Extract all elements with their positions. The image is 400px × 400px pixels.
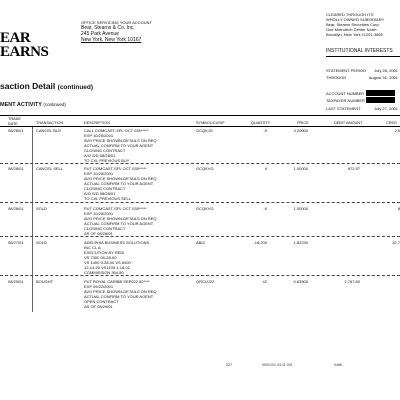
- trade-date: 08/28/01: [8, 166, 24, 171]
- table-row: [0, 237, 400, 275]
- table-row: [0, 164, 400, 202]
- trade-date: 08/28/01: [8, 206, 24, 211]
- col-symbol: SYMBOL/CUSIP: [196, 121, 225, 125]
- price: 1.00000: [293, 206, 308, 211]
- price: 3.20000: [293, 128, 308, 133]
- symbol-cusip: GCQKJG: [196, 128, 213, 133]
- security-description: PUT ROYAL CARIBB SEP022.50**** EXP 09/22/2001 AVG PRICE SHOWN-DETAILS ON REQ ACTUAL CONFIRM TO YOUR AGENT OPEN CONTRACT AS OF 08/29/01: [84, 279, 157, 309]
- office-heading: OFFICE SERVICING YOUR ACCOUNT: [81, 20, 152, 25]
- credit-amount: 2,9: [394, 128, 400, 133]
- clearing-firm-block: CLEARED THROUGH ITS WHOLLY OWNED SUBSIDIARY Bear, Stearns Securities Corp. One Metrotech Center North Brooklyn, New York 11201-3869: [326, 12, 385, 37]
- column-rule: [32, 237, 33, 275]
- symbol-cusip: GCQKVG: [196, 206, 214, 211]
- table-row: [0, 127, 400, 163]
- office-street: 245 Park Avenue: [81, 31, 119, 37]
- institutional-label: INSTITUTIONAL INTERESTS: [326, 48, 393, 54]
- security-description: ADELPHIA BUSINESS SOLUTIONS INC CL A EXECUTION BY REDI VS 7300 09-28-00 VS 1400 9-28-00 VS 8400 12-14-00 VS1100 1-18-01 COMMISSION 364.50: [84, 240, 150, 275]
- servicing-office-block: [81, 20, 152, 43]
- price: 1.82230: [293, 240, 308, 245]
- transaction-type: SOLD: [36, 206, 47, 211]
- table-row: [0, 203, 400, 236]
- security-description: CALL COMCAST-SPL OCT 035***** EXP 10/20/2001 AVG PRICE SHOWN-DETAILS ON REQ ACTUAL CONFIRM TO YOUR AGENT CLOSING CONTRACT A/O S/D 08/28/01 TO CXL PREVIOUS BUY: [84, 128, 157, 163]
- office-name: Bear, Stearns & Co. Inc.: [81, 25, 135, 31]
- transaction-type: BOUGHT: [36, 279, 54, 284]
- table-top-rule: [0, 115, 400, 116]
- col-quantity: QUANTITY: [251, 121, 271, 125]
- credit-amount: 8: [397, 206, 400, 211]
- transaction-type: CANCEL SELL: [36, 166, 63, 171]
- redaction-bar: [366, 97, 395, 103]
- col-price: PRICE: [297, 121, 309, 125]
- symbol-cusip: QRCUJ22: [196, 279, 215, 284]
- trade-date: 08/28/01: [8, 128, 24, 133]
- page-title: saction Detail (continued): [0, 81, 94, 91]
- quantity: -9: [263, 128, 267, 133]
- column-rule: [32, 276, 33, 312]
- security-description: PUT COMCAST-SPL OCT 035***** EXP 10/20/2001 AVG PRICE SHOWN-DETAILS ON REQ ACTUAL CONFIRM TO YOUR AGENT CLOSING CONTRACT AS OF 08/28/01: [84, 206, 157, 236]
- symbol-cusip: GCQKVG: [196, 166, 214, 171]
- trade-date: 08/27/01: [8, 240, 24, 245]
- table-row: [0, 276, 400, 312]
- footer-page-code: 0466: [334, 363, 342, 367]
- debit-amount: 872.97: [347, 166, 360, 171]
- col-debit: DEBIT AMOUNT: [334, 121, 363, 125]
- quantity: 42: [262, 279, 267, 284]
- price: 0.63900: [293, 279, 308, 284]
- column-rule: [32, 203, 33, 236]
- transaction-type: SOLD: [36, 240, 47, 245]
- column-rule: [32, 164, 33, 202]
- price: 1.00000: [293, 166, 308, 171]
- col-transaction: TRANSACTION: [36, 121, 64, 125]
- quantity: -9: [263, 206, 267, 211]
- section-title: MENT ACTIVITY (continued): [0, 102, 66, 108]
- debit-amount: 2,767.80: [344, 279, 360, 284]
- symbol-cusip: ABIZ: [196, 240, 205, 245]
- col-trade-date: TRADE DATE: [8, 117, 21, 126]
- quantity: 9: [264, 166, 267, 171]
- transaction-type: CANCEL BUY: [36, 128, 62, 133]
- credit-amount: 32,7: [392, 240, 400, 245]
- office-city: New York, New York 10167: [81, 37, 142, 43]
- divider: [326, 56, 400, 57]
- column-rule: [32, 127, 33, 163]
- redaction-bar: [366, 90, 395, 96]
- security-description: PUT COMCAST-SPL OCT 035***** EXP 10/20/2001 AVG PRICE SHOWN-DETAILS ON REQ ACTUAL CONFIRM TO YOUR AGENT CLOSING CONTRACT A/O S/D 08/28/01 TO CXL PREVIOUS SELL: [84, 166, 157, 201]
- footer-code: 027: [226, 363, 232, 367]
- firm-logo: EAR EARNS: [0, 30, 49, 60]
- col-credit: CRED: [386, 121, 397, 125]
- trade-date: 08/29/01: [8, 279, 24, 284]
- page-title-suffix: (continued): [57, 84, 94, 91]
- footer-timestamp: 09/01/01 03:11 001: [262, 363, 293, 367]
- col-description: DESCRIPTION: [84, 121, 110, 125]
- quantity: -18,200: [253, 240, 267, 245]
